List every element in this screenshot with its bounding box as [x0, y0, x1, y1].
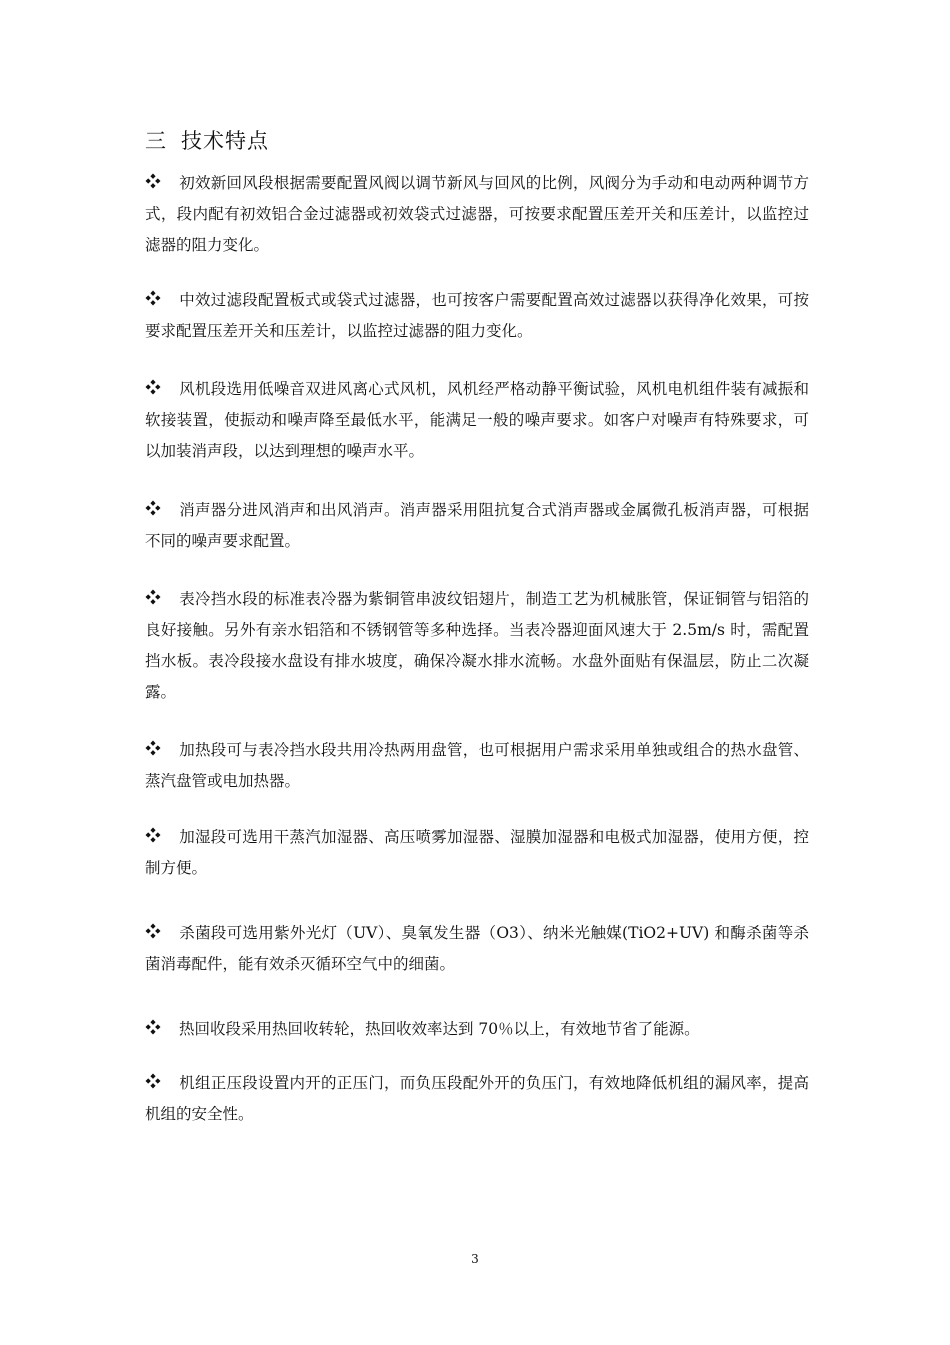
feature-item-text: 杀菌段可选用紫外光灯（UV）、臭氧发生器（O3）、纳米光触媒(TiO2+UV) 和酶杀菌等杀菌消毒配件，能有效杀灭循环空气中的细菌。 [145, 924, 809, 973]
feature-item-7 [145, 822, 809, 884]
section-title [145, 126, 269, 156]
feature-item-5 [145, 584, 809, 708]
four-diamond-bullet-icon [145, 500, 161, 516]
feature-item-text: 风机段选用低噪音双进风离心式风机，风机经严格动静平衡试验，风机电机组件装有减振和软接装置，使振动和噪声降至最低水平，能满足一般的噪声要求。如客户对噪声有特殊要求，可以加装消声段，以达到理想的噪声水平。 [145, 380, 809, 460]
feature-item-text: 初效新回风段根据需要配置风阀以调节新风与回风的比例，风阀分为手动和电动两种调节方式，段内配有初效铝合金过滤器或初效袋式过滤器，可按要求配置压差开关和压差计，以监控过滤器的阻力变化。 [145, 174, 809, 254]
feature-item-9 [145, 1014, 809, 1045]
four-diamond-bullet-icon [145, 379, 161, 395]
feature-item-text: 中效过滤段配置板式或袋式过滤器，也可按客户需要配置高效过滤器以获得净化效果，可按要求配置压差开关和压差计，以监控过滤器的阻力变化。 [145, 291, 809, 340]
feature-item-text: 表冷挡水段的标准表冷器为紫铜管串波纹铝翅片，制造工艺为机械胀管，保证铜管与铝箔的良好接触。另外有亲水铝箔和不锈钢管等多种选择。当表冷器迎面风速大于 2.5m/s 时，需配置挡水板。表冷段接水盘设有排水坡度，确保冷凝水排水流畅。水盘外面贴有保温层，防止二次凝露。 [145, 590, 809, 701]
four-diamond-bullet-icon [145, 1019, 161, 1035]
page-number: 3 [471, 1252, 479, 1266]
four-diamond-bullet-icon [145, 589, 161, 605]
four-diamond-bullet-icon [145, 923, 161, 939]
section-number: 三 [145, 129, 167, 153]
feature-item-text: 消声器分进风消声和出风消声。消声器采用阻抗复合式消声器或金属微孔板消声器，可根据不同的噪声要求配置。 [145, 501, 809, 550]
feature-item-2 [145, 285, 809, 347]
feature-item-text: 加湿段可选用干蒸汽加湿器、高压喷雾加湿器、湿膜加湿器和电极式加湿器，使用方便，控制方便。 [145, 828, 809, 877]
feature-item-10 [145, 1068, 809, 1130]
four-diamond-bullet-icon [145, 173, 161, 189]
four-diamond-bullet-icon [145, 290, 161, 306]
feature-item-1 [145, 168, 809, 261]
four-diamond-bullet-icon [145, 827, 161, 843]
section-title-text: 技术特点 [181, 129, 269, 153]
feature-item-3 [145, 374, 809, 467]
four-diamond-bullet-icon [145, 1073, 161, 1089]
feature-item-text: 热回收段采用热回收转轮，热回收效率达到 70％以上，有效地节省了能源。 [179, 1020, 700, 1038]
feature-item-text: 机组正压段设置内开的正压门，而负压段配外开的负压门，有效地降低机组的漏风率，提高机组的安全性。 [145, 1074, 809, 1123]
feature-item-8 [145, 918, 809, 980]
feature-item-text: 加热段可与表冷挡水段共用冷热两用盘管，也可根据用户需求采用单独或组合的热水盘管、蒸汽盘管或电加热器。 [145, 741, 809, 790]
feature-item-4 [145, 495, 809, 557]
four-diamond-bullet-icon [145, 740, 161, 756]
feature-item-6 [145, 735, 809, 797]
